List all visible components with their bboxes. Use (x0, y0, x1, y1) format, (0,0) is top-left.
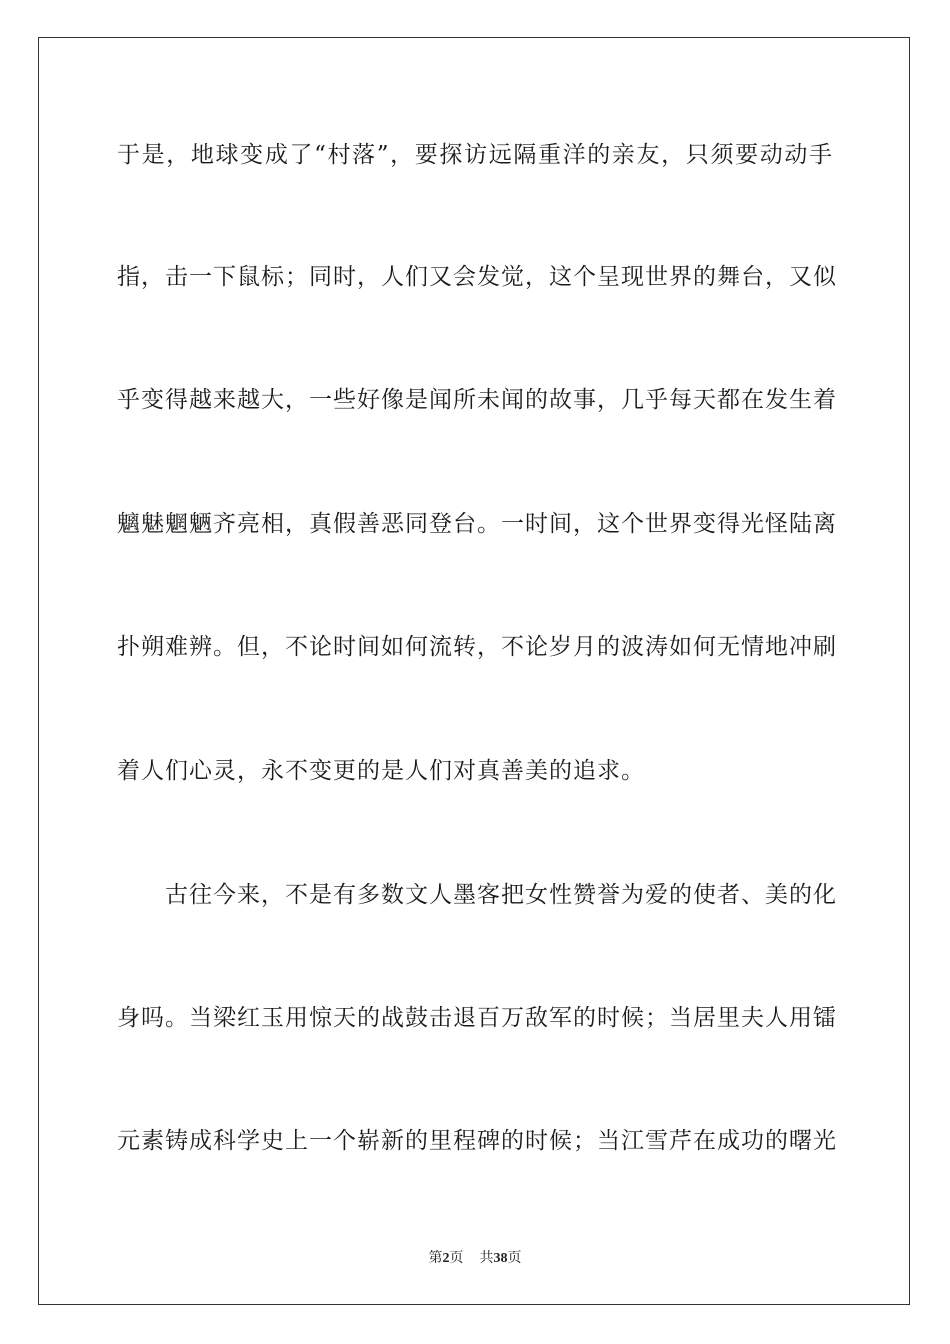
total-pages: 38 (493, 1251, 508, 1266)
total-prefix: 共 (479, 1250, 494, 1266)
body-line-9: 元素铸成科学史上一个崭新的里程碑的时候；当江雪芹在成功的曙光 (117, 1128, 837, 1154)
body-line-1: 于是，地球变成了“村落”，要探访远隔重洋的亲友，只须要动动手 (117, 142, 833, 168)
body-line-7: 古往今来，不是有多数文人墨客把女性赞誉为爱的使者、美的化 (165, 882, 837, 908)
body-line-4: 魑魅魍魉齐亮相，真假善恶同登台。一时间，这个世界变得光怪陆离 (117, 511, 837, 537)
body-line-6: 着人们心灵，永不变更的是人们对真善美的追求。 (117, 758, 645, 784)
page-footer (0, 1247, 950, 1267)
body-line-3: 乎变得越来越大，一些好像是闻所未闻的故事，几乎每天都在发生着 (117, 387, 837, 413)
page-border (38, 37, 910, 1305)
page-prefix: 第 (428, 1250, 443, 1266)
body-line-8: 身吗。当梁红玉用惊天的战鼓击退百万敌军的时候；当居里夫人用镭 (117, 1005, 837, 1031)
page-number: 2 (442, 1251, 450, 1266)
body-line-5: 扑朔难辨。但，不论时间如何流转，不论岁月的波涛如何无情地冲刷 (117, 634, 837, 660)
page-suffix: 页 (449, 1250, 464, 1266)
total-suffix: 页 (507, 1250, 522, 1266)
body-line-2: 指，击一下鼠标；同时，人们又会发觉，这个呈现世界的舞台，又似 (117, 264, 837, 290)
